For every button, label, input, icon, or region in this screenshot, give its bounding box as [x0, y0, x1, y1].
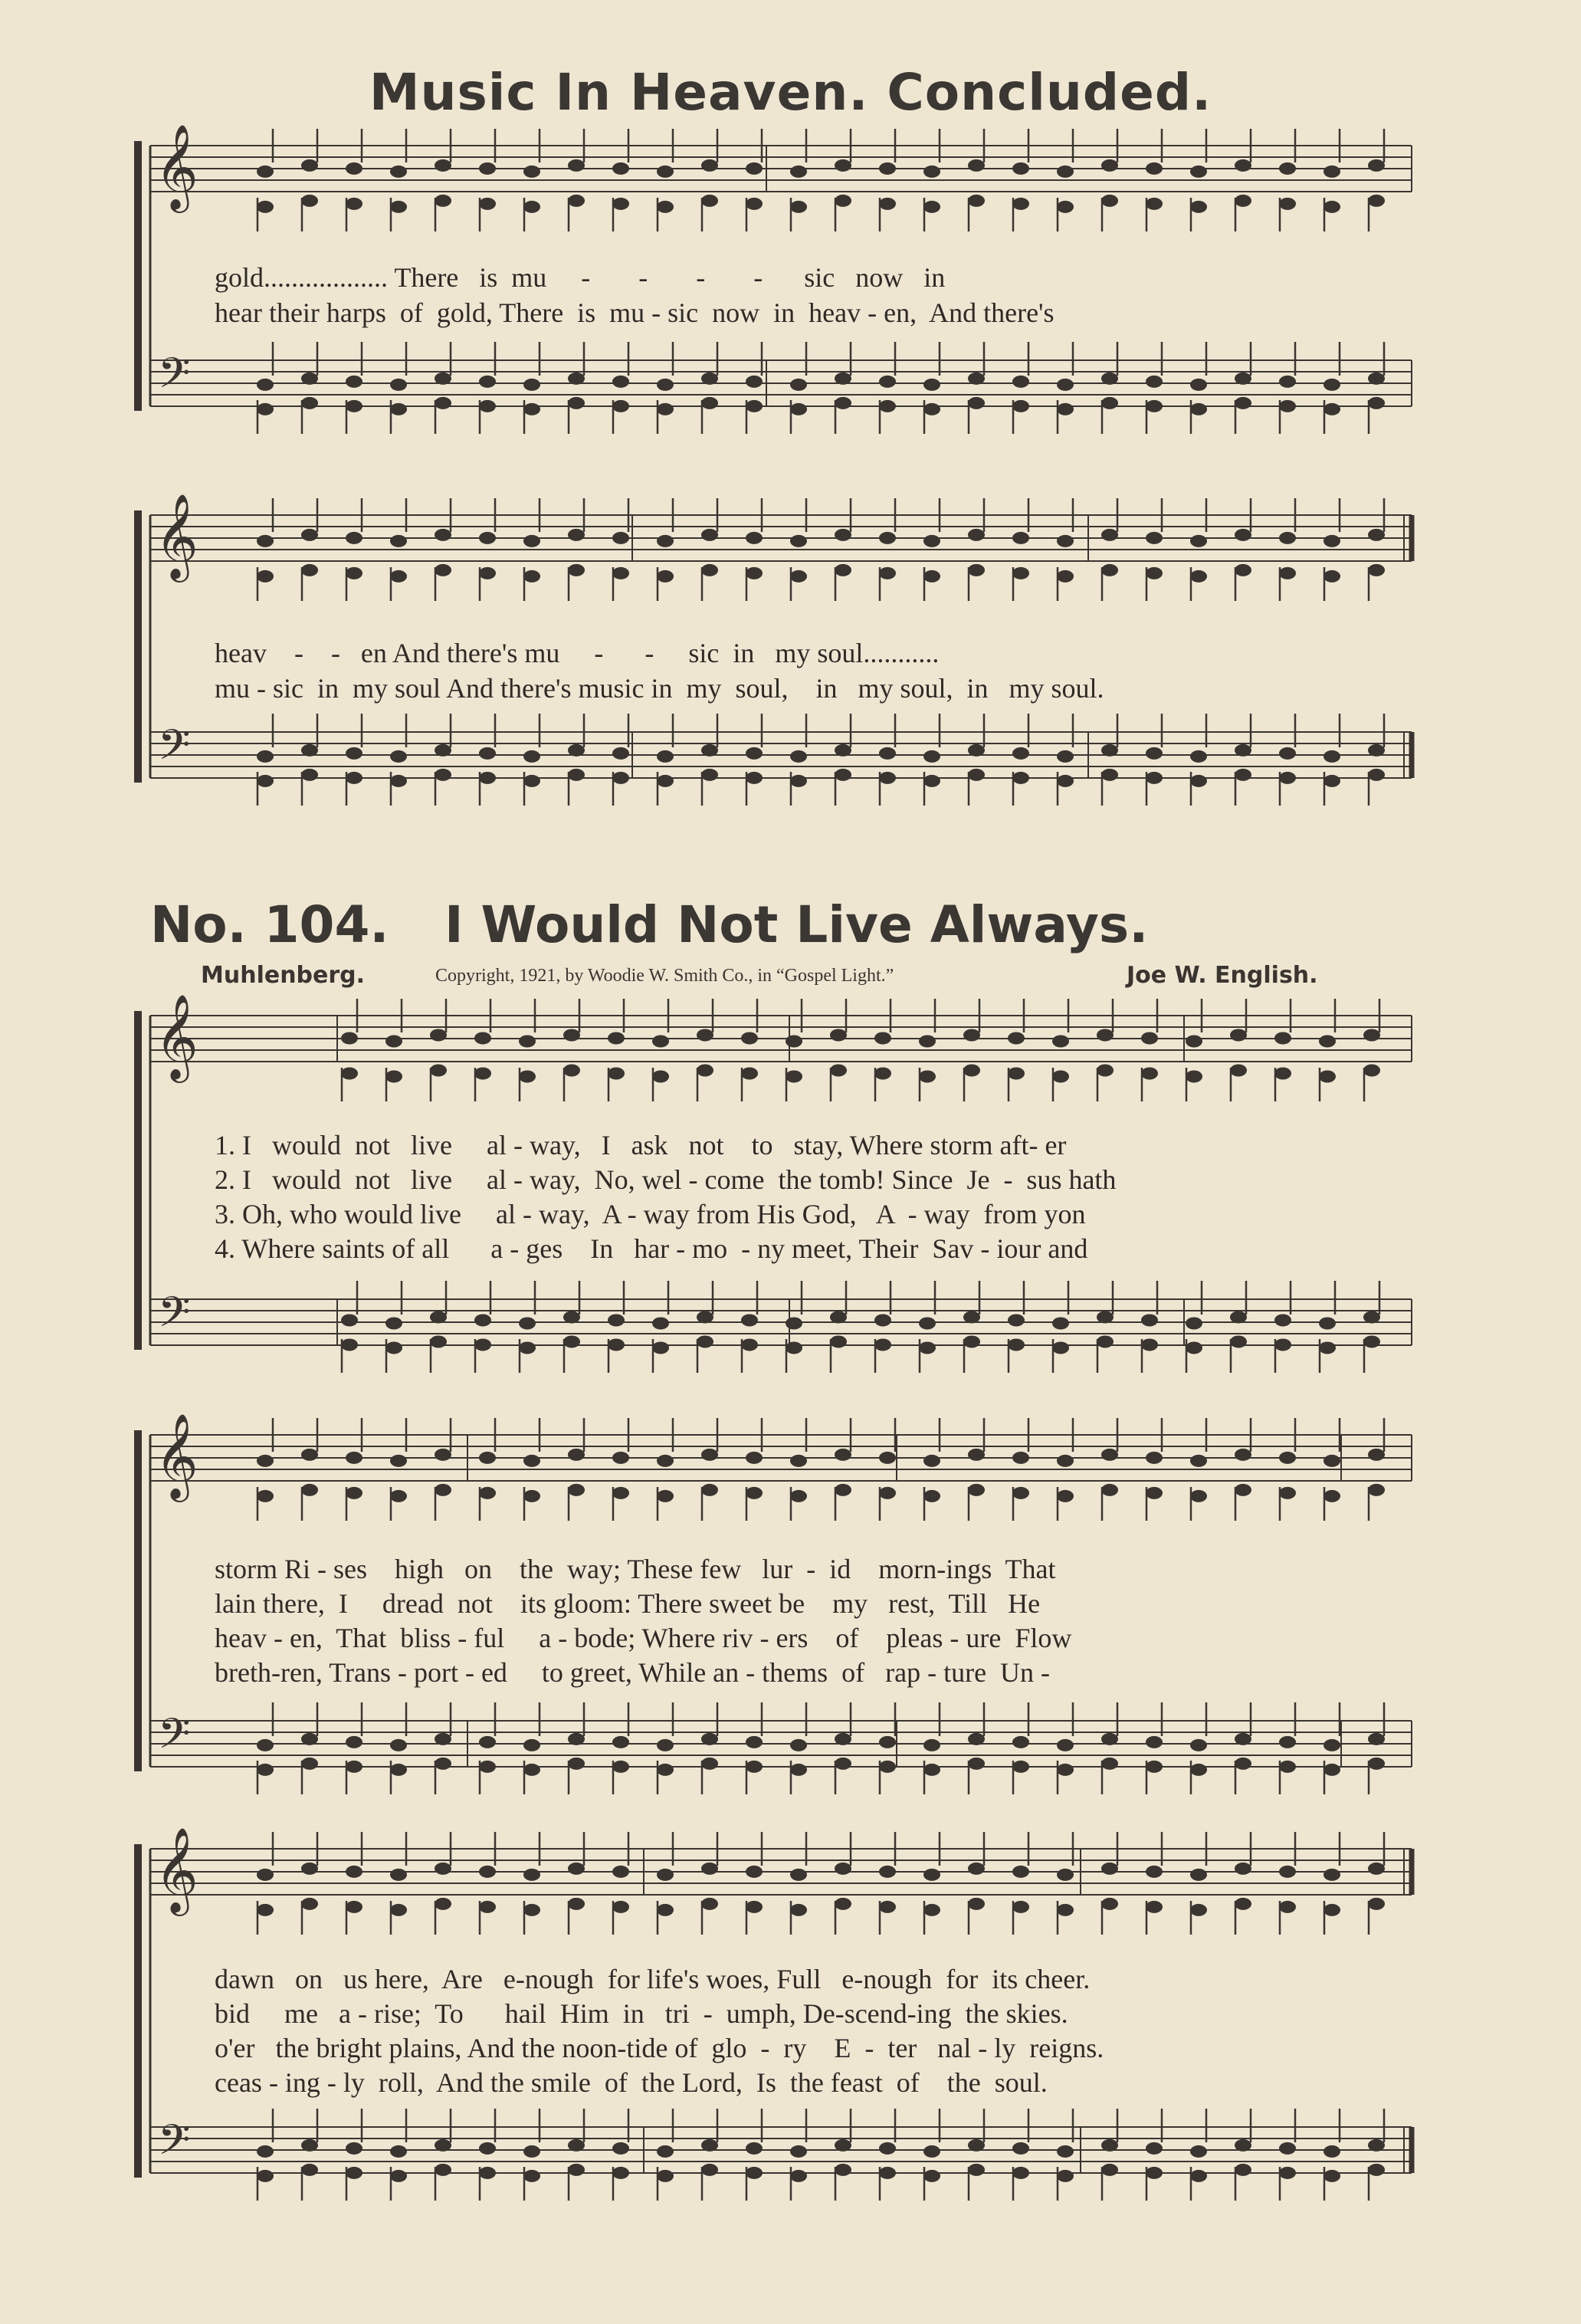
lyric-line: 4. Where saints of all a - ges In har - mo - ny meet, Their Sav - iour and: [215, 1233, 1088, 1264]
hymn-copyright: Copyright, 1921, by Woodie W. Smith Co., in “Gospel Light.”: [435, 966, 894, 986]
lyric-line: heav - - en And there's mu - - sic in my soul...........: [215, 638, 940, 668]
svg-text:𝄞: 𝄞: [155, 123, 198, 209]
svg-text:𝄞: 𝄞: [155, 1413, 198, 1498]
svg-text:𝄢: 𝄢: [158, 1288, 191, 1347]
hymn-title: I Would Not Live Always.: [444, 895, 1149, 954]
svg-text:𝄢: 𝄢: [158, 2116, 191, 2175]
svg-text:𝄢: 𝄢: [158, 721, 191, 780]
hymn-author: Muhlenberg.: [201, 962, 366, 989]
lyric-line: heav - en, That bliss - ful a - bode; Where riv - ers of pleas - ure Flow: [215, 1623, 1072, 1653]
lyric-line: o'er the bright plains, And the noon-tide of glo - ry E - ter nal - ly reigns.: [215, 2033, 1104, 2063]
lyric-line: 3. Oh, who would live al - way, A - way from His God, A - way from yon: [215, 1199, 1086, 1229]
svg-text:𝄞: 𝄞: [155, 993, 198, 1079]
hymn-number: No. 104.: [150, 895, 389, 954]
svg-text:𝄢: 𝄢: [158, 1709, 191, 1768]
lyric-line: bid me a - rise; To hail Him in tri - umph, De-scend-ing the skies.: [215, 1998, 1068, 2029]
svg-text:𝄢: 𝄢: [158, 349, 191, 408]
lyric-line: hear their harps of gold, There is mu - sic now in heav - en, And there's: [215, 297, 1055, 328]
lyric-line: storm Ri - ses high on the way; These few lur - id morn-ings That: [215, 1554, 1056, 1584]
hymn-composer: Joe W. English.: [1127, 962, 1318, 989]
svg-text:𝄞: 𝄞: [155, 1827, 198, 1912]
lyric-line: 2. I would not live al - way, No, wel - come the tomb! Since Je - sus hath: [215, 1164, 1117, 1195]
lyric-line: ceas - ing - ly roll, And the smile of the Lord, Is the feast of the soul.: [215, 2067, 1048, 2098]
lyric-line: mu - sic in my soul And there's music in my soul, in my soul, in my soul.: [215, 673, 1104, 704]
lyric-line: dawn on us here, Are e-nough for life's woes, Full e-nough for its cheer.: [215, 1964, 1091, 1994]
svg-text:𝄞: 𝄞: [155, 493, 198, 579]
lyric-line: gold.................. There is mu - - - - sic now in: [215, 262, 946, 293]
lyric-line: 1. I would not live al - way, I ask not to stay, Where storm aft- er: [215, 1130, 1067, 1160]
page-title: Music In Heaven. Concluded.: [369, 63, 1212, 122]
lyric-line: breth-ren, Trans - port - ed to greet, While an - thems of rap - ture Un -: [215, 1657, 1051, 1688]
lyric-line: lain there, I dread not its gloom: There sweet be my rest, Till He: [215, 1588, 1041, 1619]
